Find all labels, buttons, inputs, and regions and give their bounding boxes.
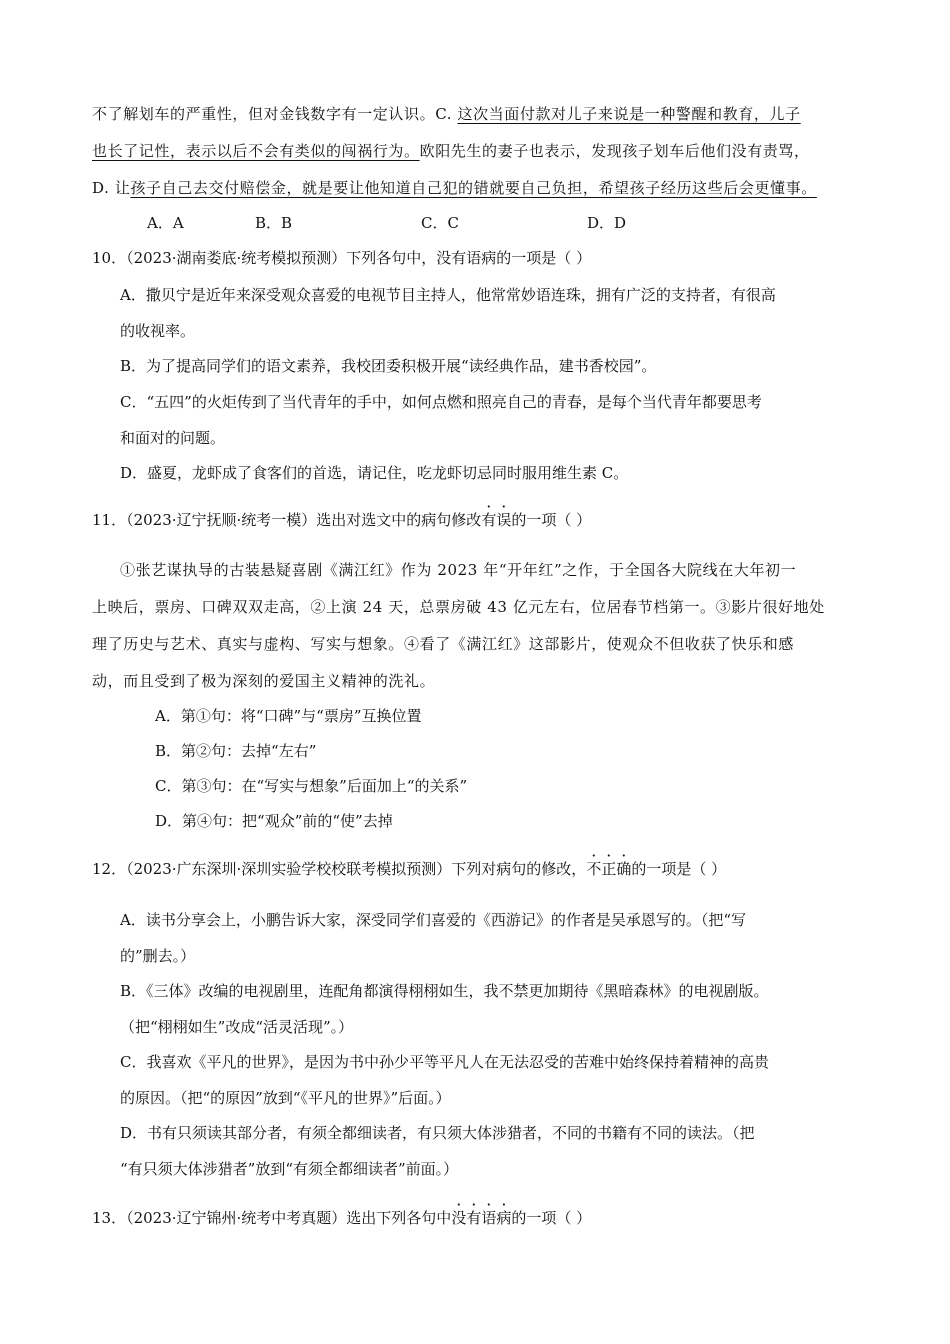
q11-option-a[interactable]: A．第①句：将“口碑”与“票房”互换位置 [155, 707, 422, 725]
q10-option-b[interactable]: B．为了提高同学们的语文素养，我校团委积极开展“读经典作品，建书香校园”。 [120, 357, 657, 375]
emphasis-dot: 有 [466, 1209, 482, 1227]
q10-option-c-cont: 和面对的问题。 [120, 429, 226, 447]
underlined-text: 孩子自己去交付赔偿金，就是要让他知道自己犯的错就要自己负担，希望孩子经历这些后会更懂事。 [130, 179, 817, 197]
q11-passage-line-3: 理了历史与艺术、真实与虚构、写实与想象。④看了《满江红》这部影片，使观众不但收获了快乐和感 [92, 635, 795, 653]
q11-passage-line-1: ①张艺谋执导的古装悬疑喜剧《满江红》作为 2023 年“开年红”之作，于全国各大院线在大年初一 [120, 561, 797, 579]
underlined-text: 也长了记性，表示以后不会有类似的闯祸行为。 [92, 142, 420, 160]
emphasis-dot: 确 [616, 860, 632, 878]
q11-option-d[interactable]: D．第④句：把“观众”前的“使”去掉 [155, 812, 393, 830]
option-d[interactable]: D．D [587, 214, 627, 232]
option-a[interactable]: A．A [147, 214, 184, 232]
emphasis-dot: 没 [451, 1209, 467, 1227]
passage-line-2: 也长了记性，表示以后不会有类似的闯祸行为。欧阳先生的妻子也表示，发现孩子划车后他们没有责骂， [92, 142, 810, 160]
emphasis-dot: 误 [496, 511, 512, 529]
q12-option-a[interactable]: A．读书分享会上，小鹏告诉大家，深受同学们喜爱的《西游记》的作者是吴承恩写的。（把“写 [120, 911, 747, 929]
q12-stem: 12．（2023·广东深圳·深圳实验学校校联考模拟预测）下列对病句的修改，不正确的一项是（ ） [92, 860, 727, 878]
q12-option-d[interactable]: D．书有只须读其部分者，有须全都细读者，有只须大体涉猎者，不同的书籍有不同的读法。（把 [120, 1124, 755, 1142]
q11-option-b[interactable]: B．第②句：去掉“左右” [155, 742, 317, 760]
emphasis-dot: 语 [481, 1209, 497, 1227]
q12-option-c[interactable]: C．我喜欢《平凡的世界》，是因为书中孙少平等平凡人在无法忍受的苦难中始终保持着精神的高贵 [120, 1053, 769, 1071]
option-c[interactable]: C．C [421, 214, 459, 232]
emphasis-dot: 有 [481, 511, 497, 529]
q10-option-a-cont: 的收视率。 [120, 322, 196, 340]
emphasis-dot: 正 [601, 860, 617, 878]
emphasis-dot: 不 [586, 860, 602, 878]
q10-option-c[interactable]: C．“五四”的火炬传到了当代青年的手中，如何点燃和照亮自己的青春，是每个当代青年都要思考 [120, 393, 762, 411]
q11-option-c[interactable]: C．第③句：在“写实与想象”后面加上“的关系” [155, 777, 468, 795]
q11-passage-line-4: 动，而且受到了极为深刻的爱国主义精神的洗礼。 [92, 672, 436, 690]
q13-stem: 13．（2023·辽宁锦州·统考中考真题）选出下列各句中没有语病的一项（ ） [92, 1209, 592, 1227]
passage-line-1: 不了解划车的严重性，但对金钱数字有一定认识。C. 这次当面付款对儿子来说是一种警醒和教育，儿子 [92, 105, 801, 123]
option-b[interactable]: B．B [255, 214, 293, 232]
underlined-text: 这次当面付款对儿子来说是一种警醒和教育，儿子 [457, 105, 801, 123]
q10-option-d[interactable]: D．盛夏，龙虾成了食客们的首选，请记住，吃龙虾切忌同时服用维生素 C。 [120, 464, 629, 482]
passage-line-3: D. 让孩子自己去交付赔偿金，就是要让他知道自己犯的错就要自己负担，希望孩子经历这些后会更懂事。 [92, 179, 817, 197]
emphasis-dot: 病 [496, 1209, 512, 1227]
q9-options [147, 213, 626, 233]
q12-option-c-cont: 的原因。（把“的原因”放到“《平凡的世界》”后面。） [120, 1089, 451, 1107]
q12-option-b[interactable]: B．《三体》改编的电视剧里，连配角都演得栩栩如生，我不禁更加期待《黑暗森林》的电视剧版。 [120, 982, 769, 1000]
q12-option-b-cont: （把“栩栩如生”改成“活灵活现”。） [120, 1018, 354, 1036]
q10-option-a[interactable]: A．撒贝宁是近年来深受观众喜爱的电视节目主持人，他常常妙语连珠，拥有广泛的支持者，有很高 [120, 286, 776, 304]
q12-option-d-cont: “有只须大体涉猎者”放到“有须全都细读者”前面。） [120, 1160, 459, 1178]
q12-option-a-cont: 的”删去。） [120, 947, 196, 965]
q11-stem: 11．（2023·辽宁抚顺·统考一模）选出对选文中的病句修改有误的一项（ ） [92, 511, 592, 529]
q11-passage-line-2: 上映后，票房、口碑双双走高，②上演 24 天，总票房破 43 亿元左右，位居春节档第一。③影片很好地处 [92, 598, 825, 616]
q10-stem: 10．（2023·湖南娄底·统考模拟预测）下列各句中，没有语病的一项是（ ） [92, 249, 592, 267]
